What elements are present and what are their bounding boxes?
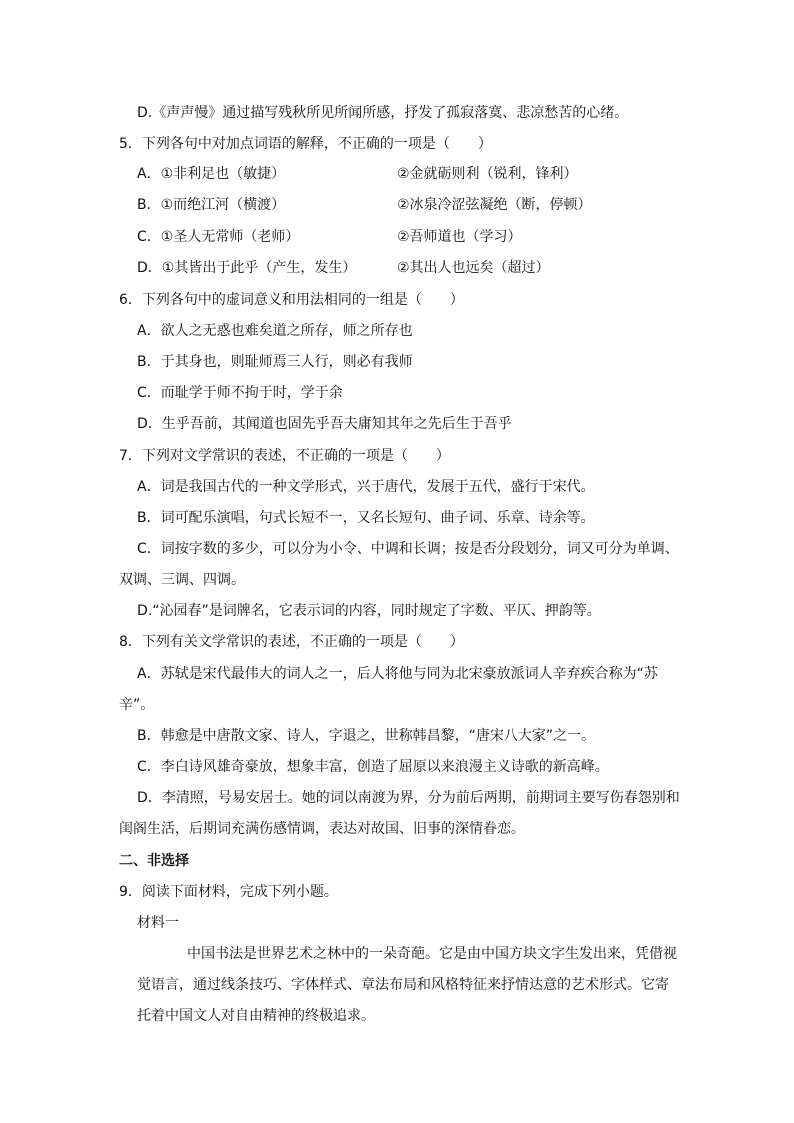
q5-option-c-left: C．①圣人无常师（老师） — [137, 229, 300, 245]
q9-stem: 9．阅读下面材料，完成下列小题。 — [119, 884, 338, 900]
q8-option-a-line1: A．苏轼是宋代最伟大的词人之一，后人将他与同为北宋豪放派词人辛弃疾合称为“苏 — [137, 666, 658, 682]
q8-stem: 8．下列有关文学常识的表述，不正确的一项是（ ） — [119, 634, 464, 650]
q5-option-b-right: ②冰泉冷涩弦凝绝（断，停顿） — [397, 197, 592, 213]
q6-option-b: B．于其身也，则耻师焉三人行，则必有我师 — [137, 354, 413, 370]
q7-option-d: D.“沁园春”是词牌名，它表示词的内容，同时规定了字数、平仄、押韵等。 — [137, 603, 601, 619]
material-para-line1: 中国书法是世界艺术之林中的一朵奇葩。它是由中国方块文字生发出来，凭借视 — [187, 946, 677, 962]
material-label: 材料一 — [137, 915, 179, 931]
q7-option-b: B．词可配乐演唱，句式长短不一，又名长短句、曲子词、乐章、诗余等。 — [137, 510, 595, 526]
q5-stem: 5．下列各句中对加点词语的解释，不正确的一项是（ ） — [119, 136, 492, 152]
q8-option-a-line2: 辛”。 — [119, 697, 155, 713]
q5-option-a-right: ②金就砺则利（锐利，锋利） — [397, 166, 578, 182]
q6-stem: 6．下列各句中的虚词意义和用法相同的一组是（ ） — [119, 292, 464, 308]
q8-option-b: B．韩愈是中唐散文家、诗人，字退之，世称韩昌黎，“唐宋八大家”之一。 — [137, 728, 596, 744]
q4-option-d: D.《声声慢》通过描写残秋所见所闻所感，抒发了孤寂落寞、悲凉愁苦的心绪。 — [137, 105, 629, 121]
q7-stem: 7．下列对文学常识的表述，不正确的一项是（ ） — [119, 448, 450, 464]
q7-option-a: A．词是我国古代的一种文学形式，兴于唐代，发展于五代，盛行于宋代。 — [137, 479, 595, 495]
q7-option-c-line1: C．词按字数的多少，可以分为小令、中调和长调；按是否分段划分，词又可分为单调、 — [137, 541, 679, 557]
q8-option-d-line2: 闺阁生活，后期词充满伤感情调，表达对故国、旧事的深情眷恋。 — [119, 821, 525, 837]
q5-option-b-left: B．①而绝江河（横渡） — [137, 197, 286, 213]
q8-option-c: C．李白诗风雄奇豪放，想象丰富，创造了屈原以来浪漫主义诗歌的新高峰。 — [137, 759, 609, 775]
material-para-line3: 托着中国文人对自由精神的终极追求。 — [137, 1008, 375, 1024]
q5-option-c-right: ②吾师道也（学习） — [397, 229, 522, 245]
q6-option-d: D．生乎吾前，其闻道也固先乎吾夫庸知其年之先后生于吾乎 — [137, 416, 512, 432]
q7-option-c-line2: 双调、三调、四调。 — [119, 572, 245, 588]
section-heading: 二、非选择 — [119, 853, 189, 869]
q6-option-a: A．欲人之无惑也难矣道之所存，师之所存也 — [137, 323, 413, 339]
q5-option-a-left: A．①非利足也（敏捷） — [137, 166, 286, 182]
q8-option-d-line1: D．李清照，号易安居士。她的词以南渡为界，分为前后两期，前期词主要写伤春怨别和 — [137, 790, 680, 806]
q5-option-d-left: D．①其皆出于此乎（产生，发生） — [137, 260, 357, 276]
material-para-line2: 觉语言，通过线条技巧、字体样式、章法布局和风格特征来抒情达意的艺术形式。它寄 — [137, 977, 669, 993]
q6-option-c: C．而耻学于师不拘于时，学于余 — [137, 385, 343, 401]
q5-option-d-right: ②其出人也远矣（超过） — [397, 260, 550, 276]
